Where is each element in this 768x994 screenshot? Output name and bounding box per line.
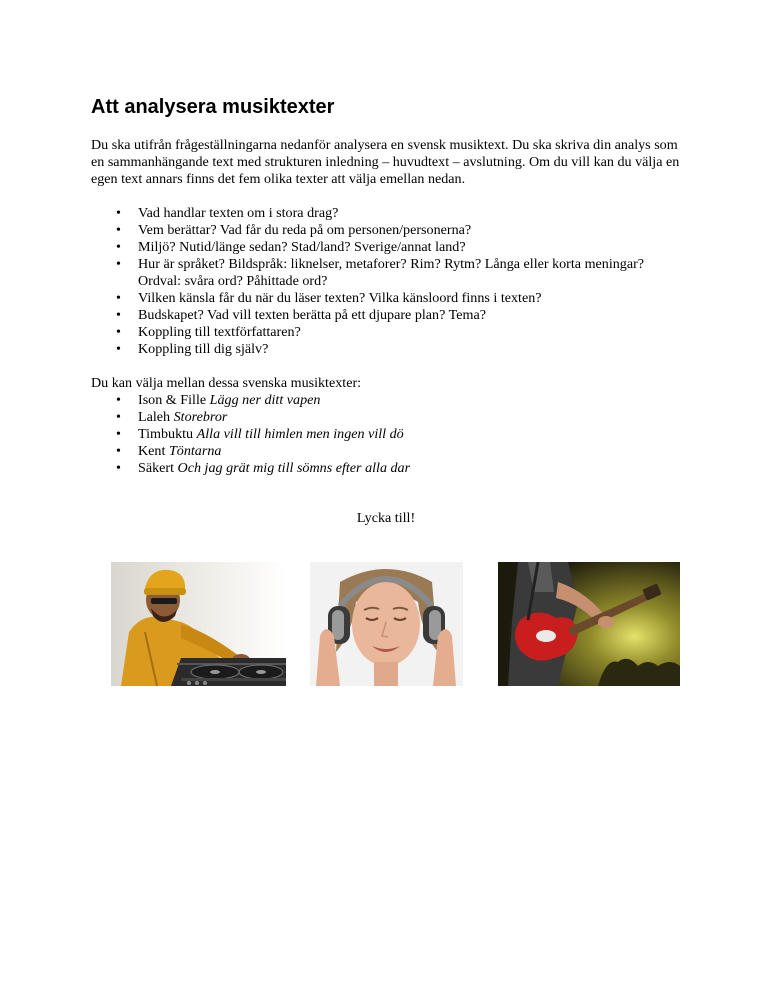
question-list (91, 205, 681, 358)
photo-row (0, 562, 768, 686)
song-artist: Säkert (138, 460, 175, 476)
song-list (91, 392, 681, 477)
song-item (138, 443, 681, 460)
question-item: • Hur är språket? Bildspråk: liknelser, metaforer? Rim? Rytm? Långa eller korta meningar? Ordval: svåra ord? Påhittade ord? (138, 256, 681, 290)
question-item: • Vad handlar texten om i stora drag? (138, 205, 681, 222)
song-artist: Ison & Fille (138, 392, 207, 408)
question-item: • Vilken känsla får du när du läser texten? Vilka känsloord finns i texten? (138, 290, 681, 307)
song-item (138, 460, 681, 477)
song-item (138, 409, 681, 426)
dj-photo-illustration (111, 562, 286, 686)
song-artist: Timbuktu (138, 426, 194, 442)
song-title: Töntarna (168, 443, 222, 459)
closing-text: Lycka till! (356, 510, 416, 526)
intro-paragraph: Du ska utifrån frågeställningarna nedanför analysera en svensk musiktext. Du ska skriva din analys som en sammanhängande text med strukturen inledning – huvudtext – avslutning. Om du vill kan du välja en egen text annars finns det fem olika texter att välja emellan nedan. (91, 137, 680, 187)
question-item: • Koppling till textförfattaren? (138, 324, 681, 341)
headphones-woman-photo (310, 562, 463, 686)
document-page (91, 95, 681, 527)
song-item (138, 426, 681, 443)
song-title: Storebror (173, 409, 228, 425)
song-item (138, 392, 681, 409)
guitarist-stage-photo (498, 562, 680, 686)
song-title: Alla vill till himlen men ingen vill dö (196, 426, 404, 442)
question-item: • Koppling till dig själv? (138, 341, 681, 358)
page-title: Att analysera musiktexter (91, 96, 335, 118)
song-title: Lägg ner ditt vapen (209, 392, 321, 408)
song-artist: Kent (138, 443, 166, 459)
guitarist-photo-illustration (498, 562, 680, 686)
question-item: • Vem berättar? Vad får du reda på om personen/personerna? (138, 222, 681, 239)
song-artist: Laleh (138, 409, 171, 425)
question-item: • Miljö? Nutid/länge sedan? Stad/land? Sverige/annat land? (138, 239, 681, 256)
song-title: Och jag grät mig till sömns efter alla dar (177, 460, 411, 476)
dj-turntables-photo (111, 562, 286, 686)
question-item: • Budskapet? Vad vill texten berätta på ett djupare plan? Tema? (138, 307, 681, 324)
songs-intro: Du kan välja mellan dessa svenska musiktexter: (91, 375, 362, 391)
headphones-photo-illustration (310, 562, 463, 686)
